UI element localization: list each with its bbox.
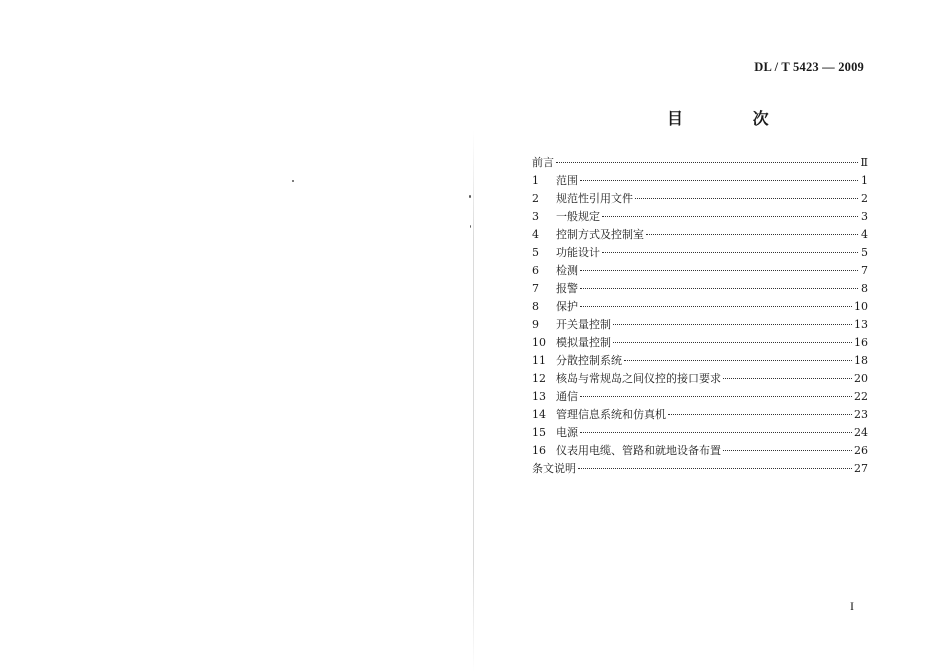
toc-entry[interactable]	[532, 424, 868, 442]
toc-entry[interactable]	[532, 244, 868, 262]
toc-dot-leader	[580, 306, 852, 307]
toc-dot-leader	[668, 414, 852, 415]
toc-dot-leader	[580, 270, 858, 271]
toc-entry-number: 2	[532, 192, 539, 205]
toc-dot-leader	[580, 180, 858, 181]
toc-dot-leader	[635, 198, 858, 199]
toc-dot-leader	[580, 288, 858, 289]
toc-entry-label: 仪表用电缆、管路和就地设备布置	[556, 444, 721, 457]
toc-entry[interactable]	[532, 442, 868, 460]
toc-entry-label: 报警	[556, 282, 578, 295]
toc-entry[interactable]	[532, 172, 868, 190]
toc-entry-page: 26	[854, 444, 868, 457]
toc-entry-page: 16	[854, 336, 868, 349]
toc-entry-page: 1	[861, 174, 868, 187]
toc-entry-label: 开关量控制	[556, 318, 611, 331]
right-page	[474, 0, 950, 672]
scan-speck	[292, 180, 294, 182]
toc-entry-label: 条文说明	[532, 462, 576, 475]
toc-entry[interactable]	[532, 406, 868, 424]
toc-entry[interactable]	[532, 298, 868, 316]
toc-entry-label: 模拟量控制	[556, 336, 611, 349]
toc-entry-label: 分散控制系统	[556, 354, 622, 367]
scan-speck	[470, 225, 471, 228]
toc-dot-leader	[602, 216, 858, 217]
toc-dot-leader	[580, 432, 852, 433]
toc-dot-leader	[624, 360, 852, 361]
toc-entry-number: 5	[532, 246, 539, 259]
toc-dot-leader	[613, 342, 852, 343]
toc-dot-leader	[580, 396, 852, 397]
toc-dot-leader	[646, 234, 858, 235]
toc-entry-number: 10	[532, 336, 546, 349]
toc-dot-leader	[578, 468, 852, 469]
toc-entry[interactable]	[532, 208, 868, 226]
toc-entry-page: 22	[854, 390, 868, 403]
toc-dot-leader	[723, 450, 852, 451]
scan-speck	[469, 195, 471, 198]
toc-entry-number: 9	[532, 318, 539, 331]
toc-entry[interactable]	[532, 190, 868, 208]
toc-entry-number: 4	[532, 228, 539, 241]
toc-entry-label: 保护	[556, 300, 578, 313]
toc-entry-page: 13	[854, 318, 868, 331]
toc-entry[interactable]	[532, 460, 868, 478]
toc-entry[interactable]	[532, 334, 868, 352]
toc-entry-label: 一般规定	[556, 210, 600, 223]
toc-entry-label: 范围	[556, 174, 578, 187]
toc-entry-label: 核岛与常规岛之间仪控的接口要求	[556, 372, 721, 385]
toc-entry-number: 7	[532, 282, 539, 295]
toc-entry[interactable]	[532, 154, 868, 172]
toc-entry[interactable]	[532, 352, 868, 370]
toc-entry-page: 8	[861, 282, 868, 295]
toc-entry[interactable]	[532, 388, 868, 406]
toc-entry-page: 5	[861, 246, 868, 259]
toc-dot-leader	[602, 252, 858, 253]
toc-entry-page: 24	[854, 426, 868, 439]
toc-dot-leader	[723, 378, 852, 379]
toc-entry-label: 规范性引用文件	[556, 192, 633, 205]
toc-entry-number: 8	[532, 300, 539, 313]
toc-entry-page: 20	[854, 372, 868, 385]
toc-entry-page: 3	[861, 210, 868, 223]
toc-entry-page: 27	[854, 462, 868, 475]
toc-entry-label: 控制方式及控制室	[556, 228, 644, 241]
toc-entry-label: 前言	[532, 156, 554, 169]
toc-entry-label: 检测	[556, 264, 578, 277]
toc-entry-number: 6	[532, 264, 539, 277]
toc-entry[interactable]	[532, 280, 868, 298]
toc-entry-page: 7	[861, 264, 868, 277]
toc-entry-label: 电源	[556, 426, 578, 439]
toc-entry[interactable]	[532, 316, 868, 334]
toc-entry-number: 14	[532, 408, 546, 421]
standard-code: DL / T 5423 — 2009	[754, 60, 864, 74]
toc-entry-label: 通信	[556, 390, 578, 403]
toc-entry[interactable]	[532, 226, 868, 244]
left-page	[0, 0, 474, 672]
toc-entry-page: 10	[854, 300, 868, 313]
toc-entry-label: 管理信息系统和仿真机	[556, 408, 666, 421]
toc-entry-number: 11	[532, 354, 546, 367]
toc-entry-page: 23	[854, 408, 868, 421]
toc-dot-leader	[556, 162, 858, 163]
toc-title: 目 次	[667, 109, 801, 128]
toc-entry-number: 1	[532, 174, 539, 187]
toc-entry-page: 2	[861, 192, 868, 205]
toc-entry-page: 18	[854, 354, 868, 367]
toc-entry[interactable]	[532, 370, 868, 388]
toc-entry-number: 15	[532, 426, 546, 439]
toc-entry-number: 16	[532, 444, 546, 457]
toc-entry-page: 4	[861, 228, 868, 241]
toc-entry[interactable]	[532, 262, 868, 280]
toc-dot-leader	[613, 324, 852, 325]
toc-entry-number: 12	[532, 372, 546, 385]
toc-entry-page: Ⅱ	[860, 156, 868, 169]
table-of-contents	[532, 154, 868, 478]
toc-entry-number: 3	[532, 210, 539, 223]
toc-entry-label: 功能设计	[556, 246, 600, 259]
toc-entry-number: 13	[532, 390, 546, 403]
page-number: I	[850, 599, 854, 613]
